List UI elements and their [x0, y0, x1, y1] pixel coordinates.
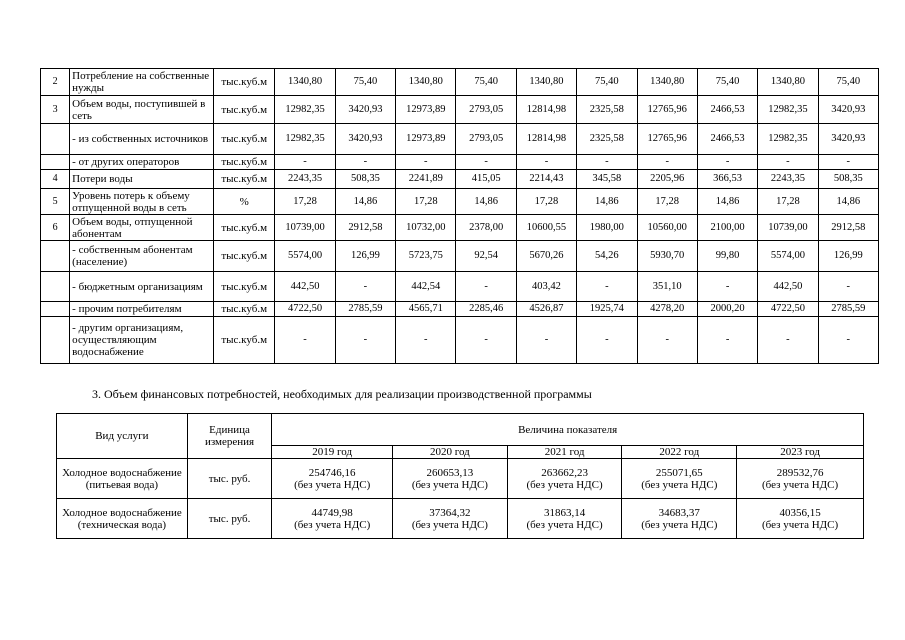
amount-value: 44749,98: [311, 506, 353, 519]
value-cell: -: [577, 317, 637, 364]
unit-cell: тыс.куб.м: [214, 317, 275, 364]
value-cell: 10739,00: [275, 215, 335, 241]
value-cell: -: [335, 272, 395, 302]
value-cell: 17,28: [275, 189, 335, 215]
vat-note: (без учета НДС): [294, 478, 371, 491]
value-cell: 2214,43: [516, 170, 576, 189]
amount-value: 40356,15: [779, 506, 821, 519]
value-cell: 5723,75: [396, 241, 456, 272]
row-number: 5: [41, 189, 70, 215]
value-cell: 75,40: [577, 69, 637, 96]
row-number: 6: [41, 215, 70, 241]
indicator-name: - прочим потребителям: [70, 302, 214, 317]
value-cell: 2785,59: [818, 302, 878, 317]
value-cell: 2466,53: [697, 96, 757, 124]
value-cell: 2785,59: [335, 302, 395, 317]
indicator-name: - бюджетным организациям: [70, 272, 214, 302]
unit-cell: тыс. руб.: [187, 499, 272, 539]
amount-cell: [393, 459, 508, 499]
indicator-name: - собственным абонентам (население): [70, 241, 214, 272]
value-cell: -: [516, 155, 576, 170]
row-number: [41, 155, 70, 170]
value-cell: 5574,00: [275, 241, 335, 272]
indicator-name: - от других операторов: [70, 155, 214, 170]
value-cell: 2912,58: [818, 215, 878, 241]
value-cell: 415,05: [456, 170, 516, 189]
unit-cell: тыс. руб.: [187, 459, 272, 499]
value-cell: 2793,05: [456, 96, 516, 124]
value-cell: 2325,58: [577, 124, 637, 155]
value-cell: 17,28: [396, 189, 456, 215]
value-cell: 2325,58: [577, 96, 637, 124]
value-cell: 2100,00: [697, 215, 757, 241]
unit-cell: тыс.куб.м: [214, 96, 275, 124]
amount-cell: [622, 499, 737, 539]
row-number: 2: [41, 69, 70, 96]
header-service: Вид услуги: [57, 414, 188, 459]
value-cell: 4722,50: [758, 302, 818, 317]
value-cell: -: [758, 317, 818, 364]
table-row: [41, 215, 879, 241]
unit-cell: тыс.куб.м: [214, 170, 275, 189]
amount-value: 34683,37: [658, 506, 700, 519]
value-cell: 17,28: [637, 189, 697, 215]
value-cell: 403,42: [516, 272, 576, 302]
value-cell: 2912,58: [335, 215, 395, 241]
year-header: 2023 год: [737, 446, 864, 459]
value-cell: 508,35: [335, 170, 395, 189]
value-cell: -: [456, 317, 516, 364]
table-row: [41, 272, 879, 302]
value-cell: 12765,96: [637, 96, 697, 124]
indicator-name: Уровень потерь к объему отпущенной воды в сеть: [70, 189, 214, 215]
amount-cell: [507, 499, 622, 539]
value-cell: -: [697, 155, 757, 170]
value-cell: -: [818, 155, 878, 170]
year-header: 2022 год: [622, 446, 737, 459]
vat-note: (без учета НДС): [526, 518, 603, 531]
indicator-name: Потребление на собственные нужды: [70, 69, 214, 96]
value-cell: 10739,00: [758, 215, 818, 241]
value-cell: 12973,89: [396, 124, 456, 155]
table-row: [41, 69, 879, 96]
value-cell: 12814,98: [516, 96, 576, 124]
value-cell: 12973,89: [396, 96, 456, 124]
vat-note: (без учета НДС): [411, 518, 488, 531]
unit-cell: %: [214, 189, 275, 215]
value-cell: 1340,80: [516, 69, 576, 96]
indicator-name: - из собственных источников: [70, 124, 214, 155]
value-cell: 442,54: [396, 272, 456, 302]
value-cell: -: [335, 155, 395, 170]
value-cell: 12982,35: [275, 124, 335, 155]
section-caption: 3. Объем финансовых потребностей, необходимых для реализации производственной программы: [92, 387, 592, 401]
value-cell: 3420,93: [335, 124, 395, 155]
value-cell: 10732,00: [396, 215, 456, 241]
service-name: Холодное водоснабжение (техническая вода): [57, 499, 188, 539]
row-number: 3: [41, 96, 70, 124]
unit-cell: тыс.куб.м: [214, 155, 275, 170]
vat-note: (без учета НДС): [641, 478, 718, 491]
amount-value: 260653,13: [426, 466, 474, 479]
value-cell: 2793,05: [456, 124, 516, 155]
value-cell: 4565,71: [396, 302, 456, 317]
value-cell: -: [577, 155, 637, 170]
value-cell: 1340,80: [637, 69, 697, 96]
table-row: [41, 241, 879, 272]
value-cell: 2243,35: [275, 170, 335, 189]
value-cell: 17,28: [758, 189, 818, 215]
amount-cell: [272, 459, 393, 499]
value-cell: 99,80: [697, 241, 757, 272]
table-row: [41, 96, 879, 124]
table-row: [57, 459, 864, 499]
value-cell: 92,54: [456, 241, 516, 272]
amount-value: 263662,23: [541, 466, 588, 479]
value-cell: 4278,20: [637, 302, 697, 317]
value-cell: 345,58: [577, 170, 637, 189]
table-row: [41, 155, 879, 170]
header-value: Величина показателя: [272, 414, 864, 446]
vat-note: (без учета НДС): [526, 478, 603, 491]
table-row: [41, 124, 879, 155]
row-number: 4: [41, 170, 70, 189]
value-cell: -: [818, 272, 878, 302]
value-cell: 4722,50: [275, 302, 335, 317]
indicator-name: Объем воды, отпущенной абонентам: [70, 215, 214, 241]
value-cell: 14,86: [697, 189, 757, 215]
value-cell: 10560,00: [637, 215, 697, 241]
value-cell: 126,99: [818, 241, 878, 272]
unit-cell: тыс.куб.м: [214, 272, 275, 302]
value-cell: 75,40: [818, 69, 878, 96]
unit-cell: тыс.куб.м: [214, 302, 275, 317]
row-number: [41, 317, 70, 364]
table-row: [57, 499, 864, 539]
value-cell: 3420,93: [818, 124, 878, 155]
vat-note: (без учета НДС): [761, 518, 839, 531]
value-cell: 2241,89: [396, 170, 456, 189]
value-cell: 12982,35: [758, 124, 818, 155]
amount-cell: [737, 499, 864, 539]
value-cell: -: [516, 317, 576, 364]
value-cell: -: [335, 317, 395, 364]
value-cell: -: [396, 317, 456, 364]
value-cell: 2466,53: [697, 124, 757, 155]
vat-note: (без учета НДС): [641, 518, 718, 531]
table-row: [41, 170, 879, 189]
value-cell: 1980,00: [577, 215, 637, 241]
year-header: 2021 год: [507, 446, 622, 459]
value-cell: 5670,26: [516, 241, 576, 272]
value-cell: -: [456, 155, 516, 170]
value-cell: 5930,70: [637, 241, 697, 272]
amount-cell: [272, 499, 393, 539]
value-cell: -: [637, 317, 697, 364]
value-cell: 442,50: [275, 272, 335, 302]
value-cell: 12982,35: [758, 96, 818, 124]
value-cell: 1340,80: [275, 69, 335, 96]
value-cell: -: [456, 272, 516, 302]
value-cell: -: [275, 155, 335, 170]
value-cell: 3420,93: [335, 96, 395, 124]
value-cell: 75,40: [335, 69, 395, 96]
value-cell: 12982,35: [275, 96, 335, 124]
value-cell: 12814,98: [516, 124, 576, 155]
indicator-name: Потери воды: [70, 170, 214, 189]
service-name: Холодное водоснабжение (питьевая вода): [57, 459, 188, 499]
row-number: [41, 124, 70, 155]
value-cell: 17,28: [516, 189, 576, 215]
amount-cell: [507, 459, 622, 499]
value-cell: 2205,96: [637, 170, 697, 189]
value-cell: 351,10: [637, 272, 697, 302]
value-cell: 14,86: [577, 189, 637, 215]
vat-note: (без учета НДС): [411, 478, 488, 491]
value-cell: 54,26: [577, 241, 637, 272]
value-cell: 2243,35: [758, 170, 818, 189]
row-number: [41, 241, 70, 272]
value-cell: 14,86: [818, 189, 878, 215]
value-cell: 14,86: [335, 189, 395, 215]
table-row: [41, 189, 879, 215]
production-indicators-table: [40, 68, 879, 364]
year-header: 2020 год: [393, 446, 508, 459]
value-cell: 5574,00: [758, 241, 818, 272]
value-cell: 126,99: [335, 241, 395, 272]
table-row: [41, 302, 879, 317]
value-cell: -: [577, 272, 637, 302]
value-cell: 3420,93: [818, 96, 878, 124]
value-cell: 10600,55: [516, 215, 576, 241]
unit-cell: тыс.куб.м: [214, 69, 275, 96]
row-number: [41, 272, 70, 302]
value-cell: 1340,80: [758, 69, 818, 96]
unit-cell: тыс.куб.м: [214, 124, 275, 155]
value-cell: 12765,96: [637, 124, 697, 155]
year-header: 2019 год: [272, 446, 393, 459]
vat-note: (без учета НДС): [761, 478, 839, 491]
value-cell: -: [637, 155, 697, 170]
amount-cell: [737, 459, 864, 499]
unit-cell: тыс.куб.м: [214, 241, 275, 272]
unit-cell: тыс.куб.м: [214, 215, 275, 241]
amount-value: 289532,76: [776, 466, 824, 479]
value-cell: 2378,00: [456, 215, 516, 241]
amount-value: 37364,32: [429, 506, 471, 519]
value-cell: 2285,46: [456, 302, 516, 317]
row-number: [41, 302, 70, 317]
value-cell: 2000,20: [697, 302, 757, 317]
value-cell: 508,35: [818, 170, 878, 189]
value-cell: 1925,74: [577, 302, 637, 317]
value-cell: 4526,87: [516, 302, 576, 317]
vat-note: (без учета НДС): [294, 518, 371, 531]
value-cell: 75,40: [456, 69, 516, 96]
value-cell: -: [697, 272, 757, 302]
indicator-name: - другим организациям, осуществляющим водоснабжение: [70, 317, 214, 364]
value-cell: -: [275, 317, 335, 364]
amount-cell: [393, 499, 508, 539]
amount-cell: [622, 459, 737, 499]
table-row: [41, 317, 879, 364]
value-cell: 366,53: [697, 170, 757, 189]
amount-value: 254746,16: [308, 466, 356, 479]
value-cell: 75,40: [697, 69, 757, 96]
financial-needs-table: [56, 413, 864, 539]
value-cell: -: [758, 155, 818, 170]
amount-value: 255071,65: [655, 466, 703, 479]
indicator-name: Объем воды, поступившей в сеть: [70, 96, 214, 124]
value-cell: -: [697, 317, 757, 364]
value-cell: -: [396, 155, 456, 170]
header-unit: Единица измерения: [187, 414, 272, 459]
value-cell: 442,50: [758, 272, 818, 302]
value-cell: 14,86: [456, 189, 516, 215]
amount-value: 31863,14: [543, 506, 586, 519]
value-cell: -: [818, 317, 878, 364]
value-cell: 1340,80: [396, 69, 456, 96]
